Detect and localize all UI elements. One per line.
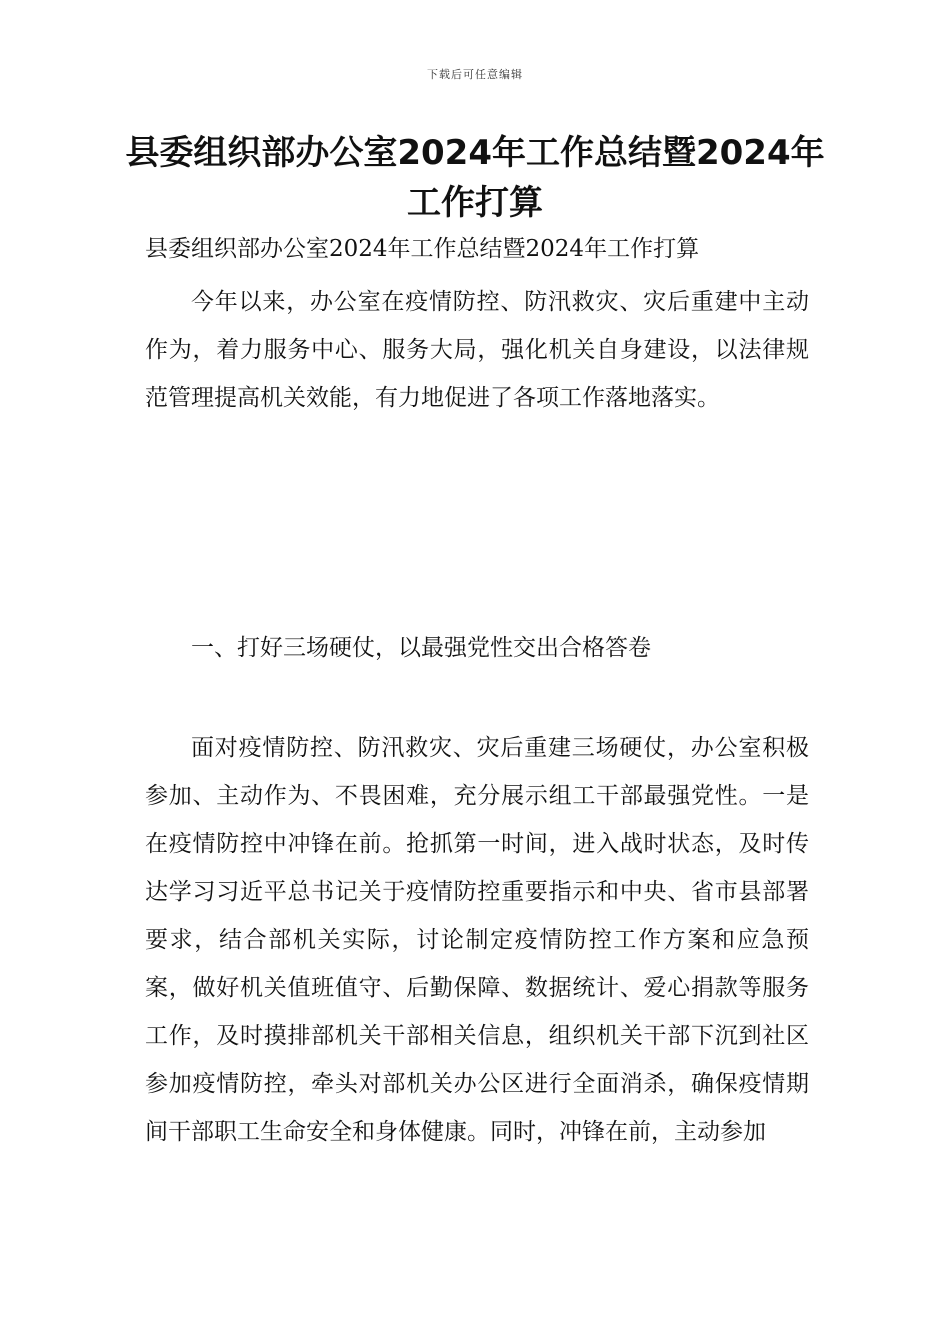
section-heading: 一、打好三场硬仗，以最强党性交出合格答卷 xyxy=(191,635,651,661)
body-paragraph: 面对疫情防控、防汛救灾、灾后重建三场硬仗，办公室积极参加、主动作为、不畏困难，充分展示组工干部最强党性。一是在疫情防控中冲锋在前。抢抓第一时间，进入战时状态，及时传达学习习近平总书记关于疫情防控重要指示和中央、省市县部署要求，结合部机关实际，讨论制定疫情防控工作方案和应急预案，做好机关值班值守、后勤保障、数据统计、爱心捐款等服务工作，及时摸排部机关干部相关信息，组织机关干部下沉到社区参加疫情防控，牵头对部机关办公区进行全面消杀，确保疫情期间干部职工生命安全和身体健康。同时，冲锋在前，主动参加 xyxy=(145,735,809,1145)
document-title: 县委组织部办公室2024年工作总结暨2024年工作打算 xyxy=(125,133,825,223)
intro-paragraph: 今年以来，办公室在疫情防控、防汛救灾、灾后重建中主动作为，着力服务中心、服务大局，强化机关自身建设，以法律规范管理提高机关效能，有力地促进了各项工作落地落实。 xyxy=(145,289,809,411)
header-note: 下载后可任意编辑 xyxy=(427,68,523,81)
document-subtitle: 县委组织部办公室2024年工作总结暨2024年工作打算 xyxy=(145,236,700,262)
